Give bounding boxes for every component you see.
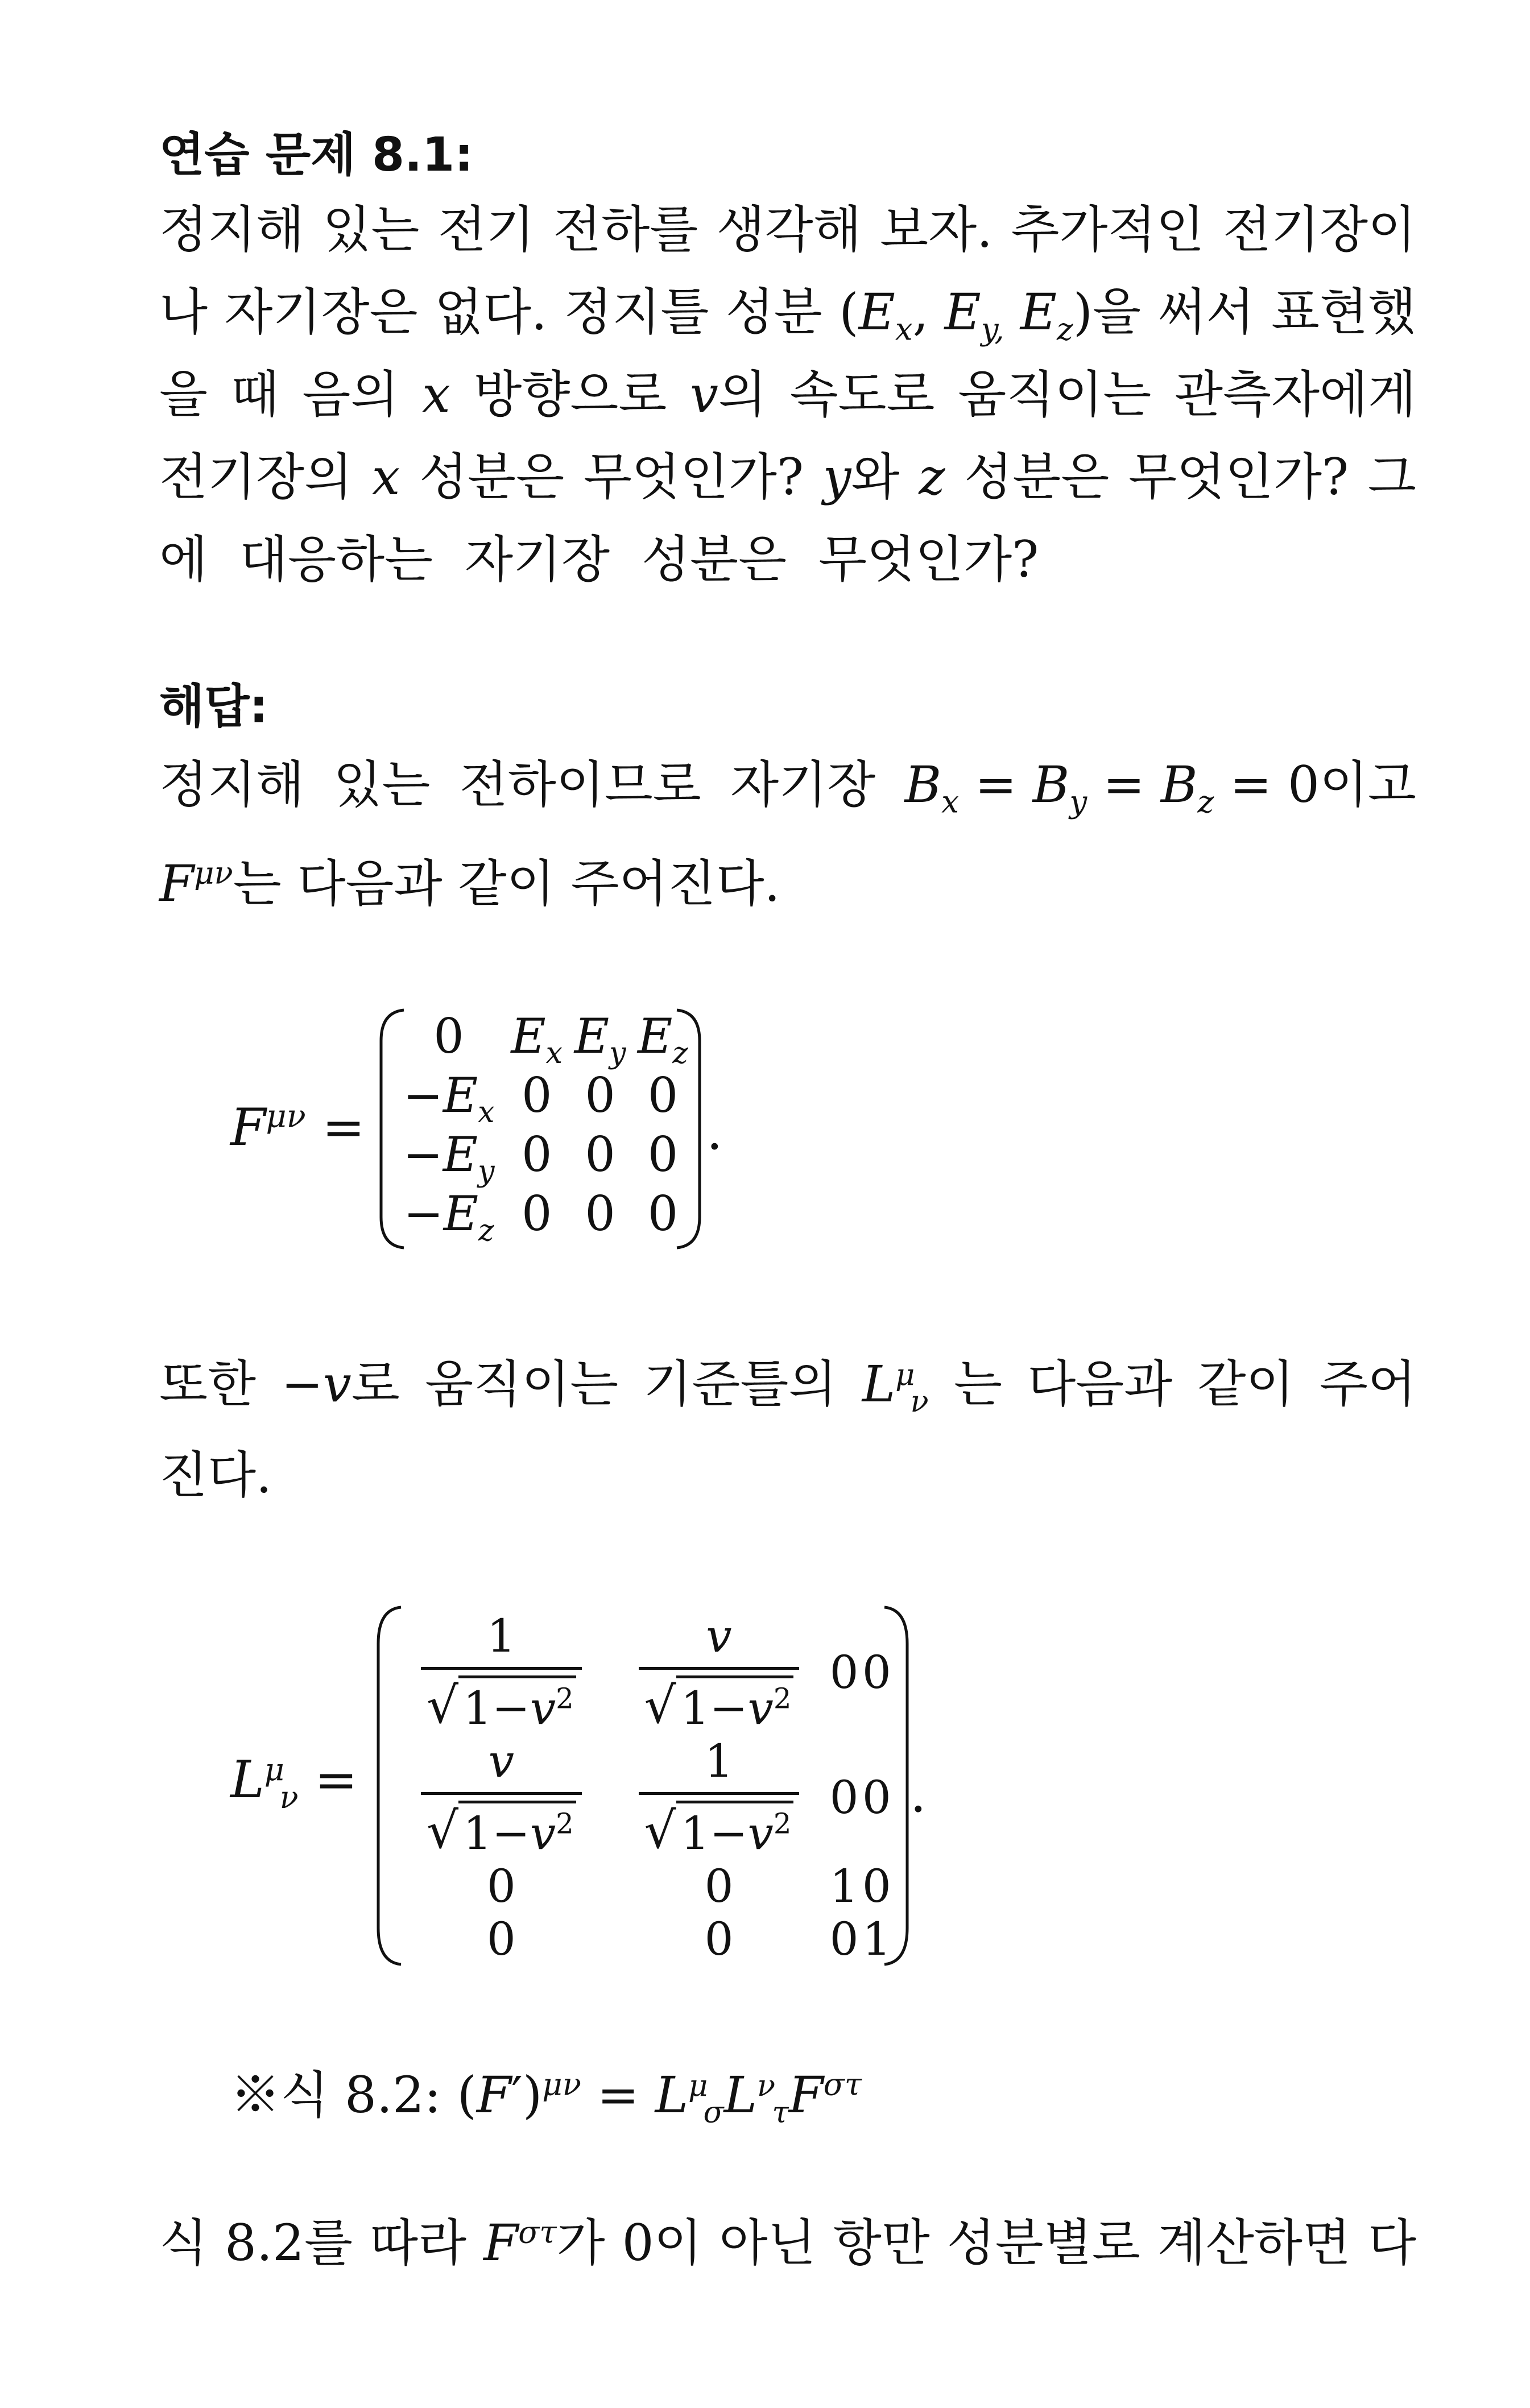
exercise-word: 속도로 (789, 365, 935, 424)
exercise-word: 정지틀 (564, 283, 709, 341)
matrix-entry: 0 (647, 1186, 679, 1242)
magnetic-field-zero: $B_x = B_y = B_z = 0$이고 (904, 755, 1416, 820)
equation-8-2-reference: ※식 8.2: $(F')^{\mu\nu} = L$ μ σ L ν τ $F^{\sigma\tau}$ (230, 2066, 862, 2130)
matrix-row (392, 1066, 694, 1125)
matrix-entry: 0 (862, 1770, 891, 1824)
exercise-word: 성분은 (419, 448, 565, 506)
exercise-line (159, 448, 1416, 506)
exercise-word: 추가적인 (1011, 200, 1205, 259)
matrix-entry: 0 (647, 1127, 679, 1182)
matrix-entry: v √ $1-v^2$ (610, 1610, 828, 1735)
matrix-entry: 0 (647, 1068, 679, 1123)
solution-word: 전하이므로 (459, 755, 701, 814)
matrix-row (392, 1913, 893, 1966)
exercise-word: 성분은 (964, 448, 1110, 506)
matrix-row (392, 1007, 694, 1066)
matrix-row (392, 1125, 694, 1184)
exercise-word: 을 (159, 365, 208, 424)
matrix-entry: 0 (521, 1186, 552, 1242)
exercise-word: 없다. (434, 283, 547, 341)
matrix-entry: 1 √ $1-v^2$ (610, 1735, 828, 1860)
matrix-entry: 0 (521, 1068, 552, 1123)
matrix-entry: 0 (585, 1127, 615, 1182)
exercise-word: 써서 (1157, 283, 1255, 341)
matrix-entry: $-E_z$ (403, 1186, 494, 1248)
matrix-entry: $-E_x$ (403, 1068, 495, 1129)
exercise-word: x (371, 448, 400, 506)
matrix-entry: 1 √ $1-v^2$ (392, 1610, 610, 1735)
exercise-word: 무엇인가? (818, 530, 1039, 589)
matrix-entry: 1 (829, 1860, 859, 1913)
matrix-entry: 0 (862, 1645, 891, 1699)
exercise-word: 때 (230, 365, 279, 424)
matrix-entry: $-E_y$ (403, 1127, 495, 1189)
matrix-row (392, 1184, 694, 1243)
exercise-word: 보자. (880, 200, 993, 259)
exercise-line (159, 530, 1416, 589)
matrix-entry: $E_x$ (511, 1008, 563, 1070)
solution-final-line: 식 8.2를 따라 $F^{\sigma\tau}$가 0이 아닌 항만 성분별로 계산하면 다 (159, 2213, 1416, 2272)
matrix-entry: 0 (585, 1068, 615, 1123)
boost-matrix (392, 1610, 893, 1966)
matrix-entry: v √ $1-v^2$ (392, 1735, 610, 1860)
matrix-entry: 0 (433, 1008, 464, 1064)
exercise-word: 무엇인가? (583, 448, 804, 506)
exercise-word: z (919, 448, 945, 506)
exercise-word: x (422, 365, 450, 424)
boost-symbol: L μ ν (862, 1355, 929, 1420)
exercise-word: 음의 (302, 365, 399, 424)
matrix-row (392, 1610, 893, 1735)
solution-line-4: 진다. (159, 1446, 272, 1504)
matrix-entry: $E_y$ (574, 1008, 626, 1070)
exercise-line (159, 283, 1416, 347)
solution-word: 있는 (333, 755, 431, 814)
exercise-word: 관측자에게 (1174, 365, 1416, 424)
matrix-entry: 0 (486, 1860, 516, 1913)
matrix-entry: 1 (862, 1913, 891, 1966)
matrix-entry: 0 (704, 1913, 734, 1966)
solution-title: 해답: (159, 680, 268, 734)
exercise-word: 나 (159, 283, 208, 341)
exercise-word: 전기장의 (159, 448, 353, 506)
boost-matrix-lhs: L μ ν = (230, 1750, 358, 1815)
matrix-entry: $E_z$ (638, 1008, 688, 1070)
matrix-row (392, 1735, 893, 1860)
field-tensor-lhs: $F^{\mu\nu}$ = (230, 1098, 365, 1157)
field-tensor-matrix (392, 1007, 694, 1248)
matrix-entry: 0 (862, 1860, 891, 1913)
field-tensor-period: . (706, 1102, 723, 1161)
solution-word: 정지해 (159, 755, 305, 814)
exercise-word: 대응하는 (239, 530, 433, 589)
matrix-entry: 0 (829, 1913, 859, 1966)
exercise-word: v의 (690, 365, 767, 424)
exercise-word: 표현했 (1271, 283, 1416, 341)
matrix-entry: 0 (829, 1645, 859, 1699)
exercise-word: y와 (822, 448, 900, 506)
matrix-entry: 0 (486, 1913, 516, 1966)
exercise-word: 움직이는 (958, 365, 1152, 424)
exercise-line (159, 200, 1416, 259)
matrix-entry: 0 (829, 1770, 859, 1824)
matrix-entry: 0 (704, 1860, 734, 1913)
exercise-word: 있는 (322, 200, 420, 259)
exercise-word: 에 (159, 530, 208, 589)
exercise-word: 생각해 (716, 200, 862, 259)
exercise-word: 무엇인가? (1128, 448, 1349, 506)
exercise-word: 자기장은 (224, 283, 418, 341)
exercise-word: 전하를 (553, 200, 698, 259)
boost-matrix-period: . (910, 1764, 927, 1824)
matrix-entry: 0 (585, 1186, 615, 1242)
exercise-line (159, 365, 1416, 424)
exercise-word: 성분은 (642, 530, 787, 589)
exercise-word: ($E_x$, $E_{y,}$ $E_z$)을 (839, 283, 1142, 347)
exercise-word: 전기장이 (1222, 200, 1416, 259)
exercise-word: 그 (1367, 448, 1416, 506)
solution-word: 자기장 (730, 755, 876, 814)
exercise-word: 성분 (725, 283, 822, 341)
exercise-word: 정지해 (159, 200, 305, 259)
exercise-word: 자기장 (465, 530, 610, 589)
matrix-row (392, 1860, 893, 1913)
exercise-word: 방향으로 (473, 365, 667, 424)
solution-line-1 (159, 755, 1416, 820)
exercise-word: 전기 (437, 200, 535, 259)
matrix-entry: 0 (521, 1127, 552, 1182)
solution-line-2: $F^{\mu\nu}$는 다음과 같이 주어진다. (159, 854, 780, 913)
solution-line-3: 또한 −v로 움직이는 기준틀의 L μ ν 는 다음과 같이 주어 (159, 1355, 1416, 1420)
exercise-title: 연습 문제 8.1: (159, 128, 473, 182)
